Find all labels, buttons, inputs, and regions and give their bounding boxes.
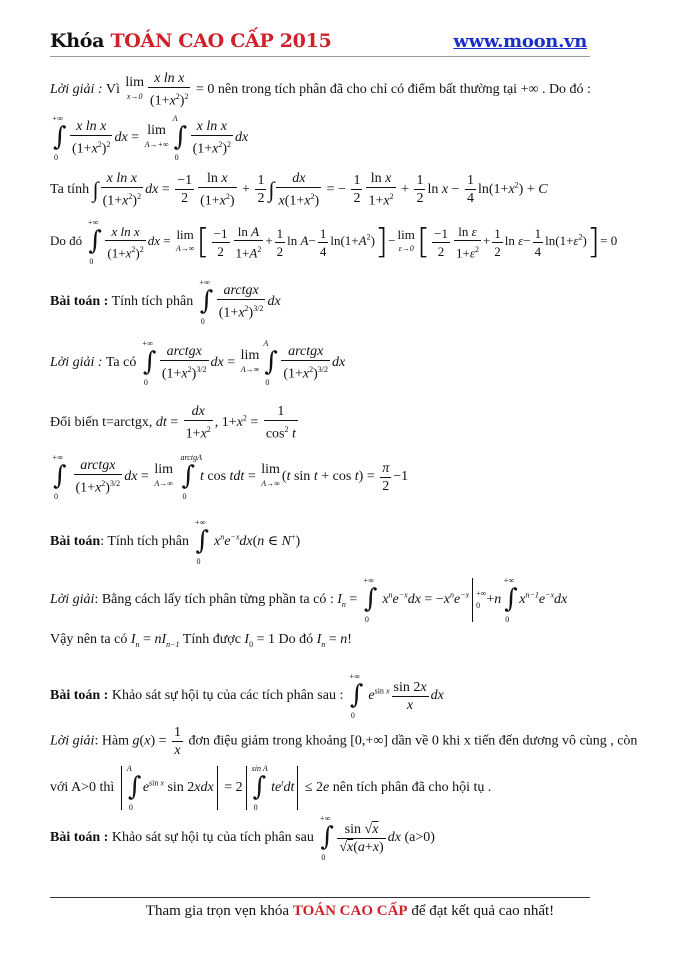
text: Tính tích phân xyxy=(111,294,194,310)
fraction: $\frac{1}{2}$ xyxy=(416,173,424,207)
integral-sign: arctgA ∫ 0 xyxy=(180,453,202,501)
limit: lim ε→0 xyxy=(397,227,415,253)
brand-course-title: TOÁN CAO CẤP 2015 xyxy=(110,30,332,52)
limit: lim A→∞ xyxy=(240,348,260,374)
text: Do đó xyxy=(50,232,83,248)
substitution: Đổi biến t=arctgx, dt = $\frac{dx}{1+x^2}$ , $1+x^2$ = $\frac{1}{\cos^2 t}$ xyxy=(50,404,296,442)
text: Do đó xyxy=(278,632,314,647)
solution-2: Lời giải : Ta có +∞ ∫ 0 $\frac{\text{arctgx}}{(1+x^2)^{3/2}}$ dx = lim A→∞ A ∫ 0 $\frac{\text{arctgx}}{(1+x^2)^{3/2}}$ dx xyxy=(50,339,346,387)
fraction: $\frac{1}{4}$ xyxy=(467,173,474,207)
fraction: $\frac{\sin √x}{√x(a+x)}$ xyxy=(339,821,384,855)
equation-4: +∞ ∫ 0 $\frac{\text{arctgx}}{(1+x^2)^{3/2}}$ dx = lim A→∞ arctgA ∫ 0 t cos tdt = lim A→∞ (t sin t + cos t) = $\frac{\pi}{2}$ −1 xyxy=(52,453,409,501)
evaluation-bar xyxy=(472,578,473,622)
site-link[interactable]: www.moon.vn xyxy=(453,31,587,52)
fraction: $\frac{dx}{1+x^2}$ xyxy=(185,404,211,442)
integral-sign: sin A ∫ 0 xyxy=(251,764,268,812)
text: Vì xyxy=(105,82,120,98)
text: với A>0 thì xyxy=(50,780,115,796)
integral-sign: +∞ ∫ 0 xyxy=(87,218,102,266)
lim-text: lim xyxy=(125,74,145,90)
footer-text: Tham gia trọn vẹn khóa xyxy=(145,903,290,919)
problem-label: Bài toán : xyxy=(50,830,109,846)
solution-label: Lời giải : xyxy=(50,82,103,98)
text: nên tích phân đã cho hội tụ . xyxy=(332,780,492,796)
text: Khảo sát sự hội tụ của các tích phân sau : xyxy=(111,688,344,704)
solution-label: Lời giải : xyxy=(50,355,103,371)
integral-sign: ∫ xyxy=(92,176,99,202)
abs-bar xyxy=(217,766,218,810)
limit: lim A→∞ xyxy=(175,227,195,253)
integral-sign: +∞ ∫ 0 xyxy=(194,518,210,566)
text: Đổi biến t=arctgx, xyxy=(50,415,153,431)
fraction: $\frac{\sin 2x}{x}$ xyxy=(393,679,427,713)
solution-3: Lời giải: Bằng cách lấy tích phân từng phần ta có : $I_n$ = +∞ ∫ 0 $x^ne^{-x}dx = -x^ne^{-x}$ +∞ 0 +n +∞ ∫ 0 $x^{n-1}e^{-x}dx$ xyxy=(50,576,568,624)
integral-sign: +∞ ∫ 0 xyxy=(362,576,378,624)
result-3: Vậy nên ta có $I_n = nI_{n-1}$ Tính được $I_0 = 1$ Do đó $I_n = n$! xyxy=(50,632,352,649)
fraction: $\frac{\text{arctgx}}{(1+x^2)^{3/2}}$ xyxy=(218,283,264,321)
equation-1: +∞ ∫ 0 $\frac{\text{x ln x}}{(1+x^2)^2}$ dx = lim A→+∞ A ∫ 0 $\frac{\text{x ln x}}{(1+x^2)^2}$ dx xyxy=(52,114,249,162)
abs-bar xyxy=(297,766,298,810)
course-brand xyxy=(50,30,331,52)
fraction: $\frac{\text{x ln x}}{(1+x^2)^2}$ xyxy=(102,171,142,209)
fraction: $\frac{\text{arctgx}}{(1+x^2)^{3/2}}$ xyxy=(283,344,329,382)
fraction: $\frac{1}{2}$ xyxy=(257,173,265,207)
fraction: $\frac{\text{x ln x}}{(1+x^2)^2}$ xyxy=(192,119,232,157)
fraction: $\frac{\text{ln x}}{1+x^2}$ xyxy=(368,171,394,209)
problem-label: Bài toán : xyxy=(50,688,109,704)
equation-2: Ta tính ∫ $\frac{\text{x ln x}}{(1+x^2)^2}$ dx = $\frac{-1}{2}$ $\frac{\text{ln x}}{(1+x^2)}$ + $\frac{1}{2}$ ∫ $\frac{dx}{x(1+x^2)}$ = − $\frac{1}{2}$ $\frac{\text{ln x}}{1+x^2}$ + $\frac{1}{2}$ ln x − $\frac{1}{4}$ $\ln(1+x^2) + C$ xyxy=(50,171,548,209)
equation-3: Do đó +∞ ∫ 0 $\frac{\text{x ln x}}{(1+x^2)^2}$ dx = lim A→∞ [ $\frac{-1}{2}$ $\frac{\text{ln A}}{1+A^2}$ + $\frac{1}{2}$ ln A− $\frac{1}{4}$ $\ln(1+A^2)]-$ lim ε→0 [ $\frac{-1}{2}$ $\frac{\text{ln ε}}{1+\varepsilon^2}$ + $\frac{1}{2}$ ln ε− $\frac{1}{4}$ $\ln(1+\varepsilon^2)]= 0$ xyxy=(50,218,618,266)
integral-sign: +∞ ∫ 0 xyxy=(319,814,334,862)
integral-sign: +∞ ∫ 0 xyxy=(503,576,518,624)
fraction: $\frac{1}{2}$ xyxy=(353,173,361,207)
solution-label: Lời giải xyxy=(50,733,95,749)
text: Ta tính xyxy=(50,182,90,198)
abs-bar xyxy=(246,766,247,810)
page-header xyxy=(50,30,590,57)
page-footer xyxy=(0,903,700,920)
fraction: $\frac{1}{x}$ xyxy=(174,725,181,758)
fraction: $\frac{\text{arctgx}}{(1+x^2)^{3/2}}$ xyxy=(161,344,207,382)
text: : Hàm xyxy=(94,733,130,749)
problem-label: Bài toán xyxy=(50,534,101,550)
footer-divider xyxy=(50,897,590,898)
integral-sign: +∞ ∫ 0 xyxy=(198,278,214,326)
abs-bar xyxy=(121,766,122,810)
integral-sign: A ∫ 0 xyxy=(126,764,142,812)
integral-sign: A ∫ 0 xyxy=(263,339,278,387)
brand-prefix: Khóa xyxy=(50,30,105,52)
limit: lim A→∞ xyxy=(154,462,173,488)
footer-course: TOÁN CAO CẤP xyxy=(292,903,408,919)
text: Tính được xyxy=(182,632,241,647)
integral-sign: +∞ ∫ 0 xyxy=(348,672,364,720)
fraction: $\frac{\text{x ln x}}{(1+x^2)^2}$ xyxy=(72,119,111,157)
text: Khảo sát sự hội tụ của tích phân sau xyxy=(111,830,314,846)
limit xyxy=(125,76,144,104)
problem-4: Bài toán : Khảo sát sự hội tụ của các tích phân sau : +∞ ∫ 0 $e^{sin x}$ $\frac{\sin 2x}{x}$ dx xyxy=(50,672,444,720)
text: đơn điệu giảm trong khoảng [0,+∞] dần về 0 khi x tiến đến dương vô cùng , còn xyxy=(188,733,638,749)
fraction: $\frac{\text{x ln x}}{(1+x^2)^2}$ xyxy=(150,71,189,109)
fraction: $\frac{1}{\cos^2 t}$ xyxy=(265,404,296,442)
integral-sign: +∞ ∫ 0 xyxy=(52,453,67,501)
fraction: $\frac{dx}{x(1+x^2)}$ xyxy=(278,171,320,209)
text: : Bằng cách lấy tích phân từng phần ta có : xyxy=(94,592,334,608)
solution-1-line: Lời giải : Vì lim x→0 $\frac{\text{x ln x}}{(1+x^2)^2}$ = 0 nên trong tích phân đã cho chỉ có điểm bất thường tại +∞ . Do đó : xyxy=(50,71,591,109)
fraction: $\frac{-1}{2}$ xyxy=(177,173,193,207)
fraction: $\frac{\text{ln x}}{(1+x^2)}$ xyxy=(200,171,235,209)
fraction: $\frac{\text{x ln x}}{(1+x^2)^2}$ xyxy=(107,223,144,261)
limit: lim A→+∞ xyxy=(144,123,169,149)
solution-label: Lời giải xyxy=(50,592,95,608)
fraction: $\frac{\text{arctgx}}{(1+x^2)^{3/2}}$ xyxy=(75,458,121,496)
problem-label: Bài toán : xyxy=(50,294,109,310)
integral-sign: A ∫ 0 xyxy=(172,114,188,162)
integral-sign: +∞ ∫ 0 xyxy=(52,114,67,162)
text: Ta có xyxy=(105,355,137,371)
integral-sign: +∞ ∫ 0 xyxy=(141,339,157,387)
footer-text: để đạt kết quả cao nhất! xyxy=(411,903,555,919)
fraction: $\frac{\pi}{2}$ xyxy=(382,460,390,494)
text: Vậy nên ta có xyxy=(50,632,128,647)
solution-4-line-2: với A>0 thì A ∫ 0 $e^{sin x}$ sin 2xdx = 2 sin A ∫ 0 $te^tdt \le 2e$ nên tích phân đã cho hội tụ . xyxy=(50,764,492,812)
text: : Tính tích phân xyxy=(100,534,189,550)
limit: lim A→∞ xyxy=(261,462,280,488)
lim-sub: x→0 xyxy=(126,91,143,101)
problem-2: Bài toán : Tính tích phân +∞ ∫ 0 $\frac{\text{arctgx}}{(1+x^2)^{3/2}}$ dx xyxy=(50,278,281,326)
solution-4-line-1: Lời giải: Hàm g(x) = $\frac{1}{x}$ đơn điệu giảm trong khoảng [0,+∞] dần về 0 khi x tiến đến dương vô cùng , còn xyxy=(50,725,638,758)
condition: (a>0) xyxy=(404,830,435,846)
problem-3: Bài toán: Tính tích phân +∞ ∫ 0 $x^ne^{-x}dx(n$ ∈ N+) xyxy=(50,518,301,566)
text: nên trong tích phân đã cho chỉ có điểm bất thường tại +∞ . Do đó : xyxy=(217,82,591,98)
problem-5: Bài toán : Khảo sát sự hội tụ của tích phân sau +∞ ∫ 0 $\frac{\sin √x}{√x(a+x)}$ dx (a>0) xyxy=(50,814,435,862)
